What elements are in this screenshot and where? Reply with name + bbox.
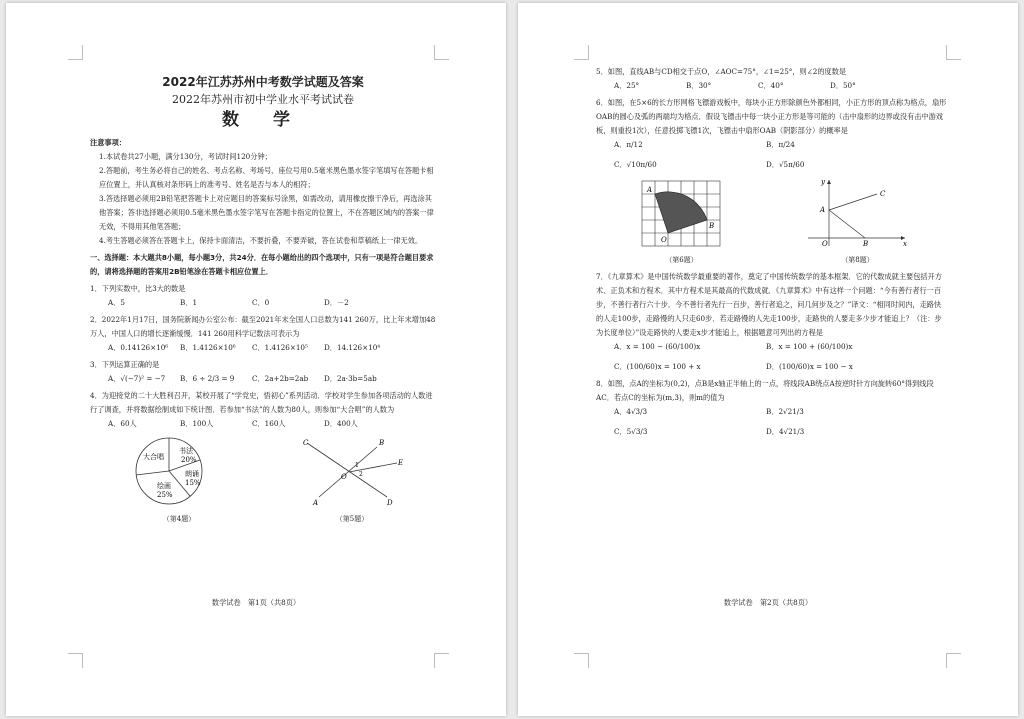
crop-mark <box>68 45 83 60</box>
question-3: 3．下列运算正确的是 <box>90 360 160 369</box>
option: D．50° <box>830 81 856 90</box>
option: D．(100/60)x = 100 − x <box>766 362 853 371</box>
crop-mark <box>68 653 83 668</box>
page-2-content <box>596 65 948 439</box>
page-1-content <box>90 73 436 526</box>
option: A．60人 <box>108 419 137 428</box>
question-1-options <box>90 296 436 310</box>
option: D．400人 <box>324 419 358 428</box>
exam-page-1 <box>6 3 506 716</box>
question-6: 6．如图，在5×6的长方形网格飞镖游戏板中，每块小正方形除颜色外都相同，小正方形的顶点称为格点，扇形OAB的圆心及弧的两端均为格点．假设飞镖击中每一块小正方形是等可能的（击中扇形的边界或没有击中游戏板，则重投1次），任意投掷飞镖1次，飞镖击中扇形OAB（阴影部分）的概率是 <box>596 98 947 135</box>
crop-mark <box>946 653 961 668</box>
option: C．1.4126×10⁵ <box>252 343 308 352</box>
figure-8-caption: （第8题） <box>841 256 874 264</box>
question-4: 4．为迎接党的二十大胜利召开，某校开展了“学党史，悟初心”系列活动．学校对学生参加各项活动的人数进行了调查，并将数据绘制成如下统计图．若参加“书法”的人数为80人，则参加“大合唱”的人数为 <box>90 391 433 414</box>
figure-6-caption: （第6题） <box>665 256 698 264</box>
label-x: x <box>902 240 907 248</box>
option: C．0 <box>252 298 270 307</box>
coordinate-diagram <box>803 176 913 248</box>
label-o: O <box>341 473 347 481</box>
section-heading: 一、选择题：本大题共8小题，每小题3分，共24分．在每小题给出的四个选项中，只有一项是符合题目要求的，请将选择题的答案用2B铅笔涂在答题卡相应位置上． <box>90 253 434 276</box>
option: C．2a+2b=2ab <box>252 374 309 383</box>
label-b: B <box>862 240 868 248</box>
figures-6-8 <box>596 176 948 267</box>
label-b: B <box>708 222 714 230</box>
option: A．0.14126×10⁶ <box>108 343 169 352</box>
figures-4-5 <box>90 435 436 526</box>
option: D．√5π/60 <box>766 160 805 169</box>
subject-title: 数 学 <box>222 110 304 130</box>
label-d: D <box>387 499 393 507</box>
question-4-options <box>90 417 436 431</box>
question-5-options <box>596 79 948 93</box>
grid-diagram <box>632 176 732 248</box>
option: C．√10π/60 <box>614 160 657 169</box>
option: C．(100/60)x = 100 + x <box>614 362 701 371</box>
option: B．2√21/3 <box>766 407 804 416</box>
option: D．2a·3b=5ab <box>324 374 377 383</box>
exam-page-2 <box>518 3 1018 716</box>
option: B．1 <box>180 298 198 307</box>
pie-label-choir: 大合唱 <box>143 453 164 461</box>
question-1: 1．下列实数中，比3大的数是 <box>90 284 186 293</box>
question-6-options <box>596 138 948 172</box>
notice-item: 2.答题前，考生务必将自己的姓名、考点名称、考场号、座位号用0.5毫米黑色墨水签字笔填写在答题卡相应位置上，并认真核对条形码上的准考号、姓名是否与本人的相符； <box>99 166 434 189</box>
label-y: y <box>820 178 825 186</box>
question-3-options <box>90 372 436 386</box>
page-footer: 数学试卷 第1页（共8页） <box>211 598 301 607</box>
option: A．π/12 <box>614 140 643 149</box>
page-footer: 数学试卷 第2页（共8页） <box>723 598 813 607</box>
pie-label-painting: 绘画 <box>157 482 171 490</box>
figure-6 <box>632 176 732 267</box>
crop-mark <box>574 45 589 60</box>
figure-5 <box>297 435 407 526</box>
figure-4-caption: （第4题） <box>162 515 196 523</box>
shaded-sector <box>655 192 707 233</box>
option: C．40° <box>758 81 784 90</box>
option: C．160人 <box>252 419 286 428</box>
angle-1-label: 1 <box>355 462 359 469</box>
pie-value-reading: 15% <box>185 479 201 487</box>
option: A．25° <box>614 81 640 90</box>
label-o: O <box>821 240 828 248</box>
question-2: 2．2022年1月17日，国务院新闻办公室公布：截至2021年末全国人口总数为141 260万，比上年末增加48万人，中国人口的增长逐渐缓慢．141 260用科学记数法可表示为 <box>90 315 436 338</box>
label-a: A <box>646 186 652 194</box>
option: A．5 <box>108 298 125 307</box>
lines-diagram <box>297 435 407 507</box>
option: D．－2 <box>324 298 349 307</box>
crop-mark <box>946 45 961 60</box>
option: B．100人 <box>180 419 214 428</box>
question-7: 7．《九章算术》是中国传统数学最重要的著作，奠定了中国传统数学的基本框架．它的代数成就主要包括开方术、正负术和方程术．其中方程术是其最高的代数成就．《九章算术》中有这样一个问题：“今有善行者行一百步，不善行者行六十步．今不善行者先行一百步，善行者追之，问几何步及之？”译文：“相同时间内，走路快的人走100步，走路慢的人只走60步．若走路慢的人先走100步，走路快的人要走多少步才能追上？（注：步为长度单位）”设走路快的人要走x步才能追上，根据题意可列出的方程是 <box>596 272 942 337</box>
pie-chart <box>119 435 239 507</box>
label-a: A <box>313 499 319 507</box>
pie-label-calligraphy: 书法 <box>179 447 193 455</box>
notice-item: 3.答选择题必须用2B铅笔把答题卡上对应题目的答案标号涂黑，如需改动，请用橡皮擦干净后，再选涂其他答案；答非选择题必须用0.5毫米黑色墨水签字笔写在答题卡指定的位置上，不在答题区域内的答案一律无效，不得用其他笔答题； <box>99 194 434 231</box>
option: B．x = 100 + (60/100)x <box>766 342 853 351</box>
question-2-options <box>90 341 436 355</box>
figure-4 <box>119 435 239 526</box>
crop-mark <box>434 45 449 60</box>
option: C．5√3/3 <box>614 427 648 436</box>
pie-value-painting: 25% <box>157 491 173 499</box>
question-8: 8．如图，点A的坐标为(0,2)，点B是x轴正半轴上的一点，将线段AB绕点A按逆时针方向旋转60°得到线段AC．若点C的坐标为(m,3)，则m的值为 <box>596 379 934 402</box>
option: D．4√21/3 <box>766 427 805 436</box>
angle-2-label: 2 <box>359 471 363 478</box>
label-c: C <box>303 439 309 447</box>
label-o: O <box>660 236 667 244</box>
option: A．4√3/3 <box>614 407 648 416</box>
option: A．√(−7)² = −7 <box>108 374 166 383</box>
question-7-options <box>596 340 948 374</box>
option: B．30° <box>686 81 712 90</box>
option: B．1.4126×10⁶ <box>180 343 236 352</box>
label-a: A <box>819 206 825 214</box>
label-e: E <box>398 459 404 467</box>
label-c: C <box>879 190 885 198</box>
document-title: 2022年江苏苏州中考数学试题及答案 <box>162 75 364 89</box>
notice-item: 4.考生答题必须答在答题卡上，保持卡面清洁，不要折叠，不要弄破，答在试卷和草稿纸上一律无效。 <box>99 236 423 245</box>
exam-subtitle: 2022年苏州市初中学业水平考试试卷 <box>172 93 354 106</box>
notice-item: 1.本试卷共27小题，满分130分，考试时间120分钟； <box>99 152 272 161</box>
label-b: B <box>379 439 385 447</box>
option: B．6 ÷ 2/3 = 9 <box>180 374 235 383</box>
option: A．x = 100 − (60/100)x <box>614 342 701 351</box>
figure-5-caption: （第5题） <box>335 515 369 523</box>
crop-mark <box>434 653 449 668</box>
pie-label-reading: 朗诵 <box>185 470 199 478</box>
question-5: 5．如图，直线AB与CD相交于点O，∠AOC=75°，∠1=25°，则∠2的度数是 <box>596 67 847 76</box>
question-8-options <box>596 405 948 439</box>
option: D．14.126×10⁴ <box>324 343 381 352</box>
notice-heading: 注意事项： <box>90 138 126 147</box>
figure-8 <box>803 176 913 267</box>
crop-mark <box>574 653 589 668</box>
option: B．π/24 <box>766 140 795 149</box>
pie-value-calligraphy: 20% <box>181 456 197 464</box>
